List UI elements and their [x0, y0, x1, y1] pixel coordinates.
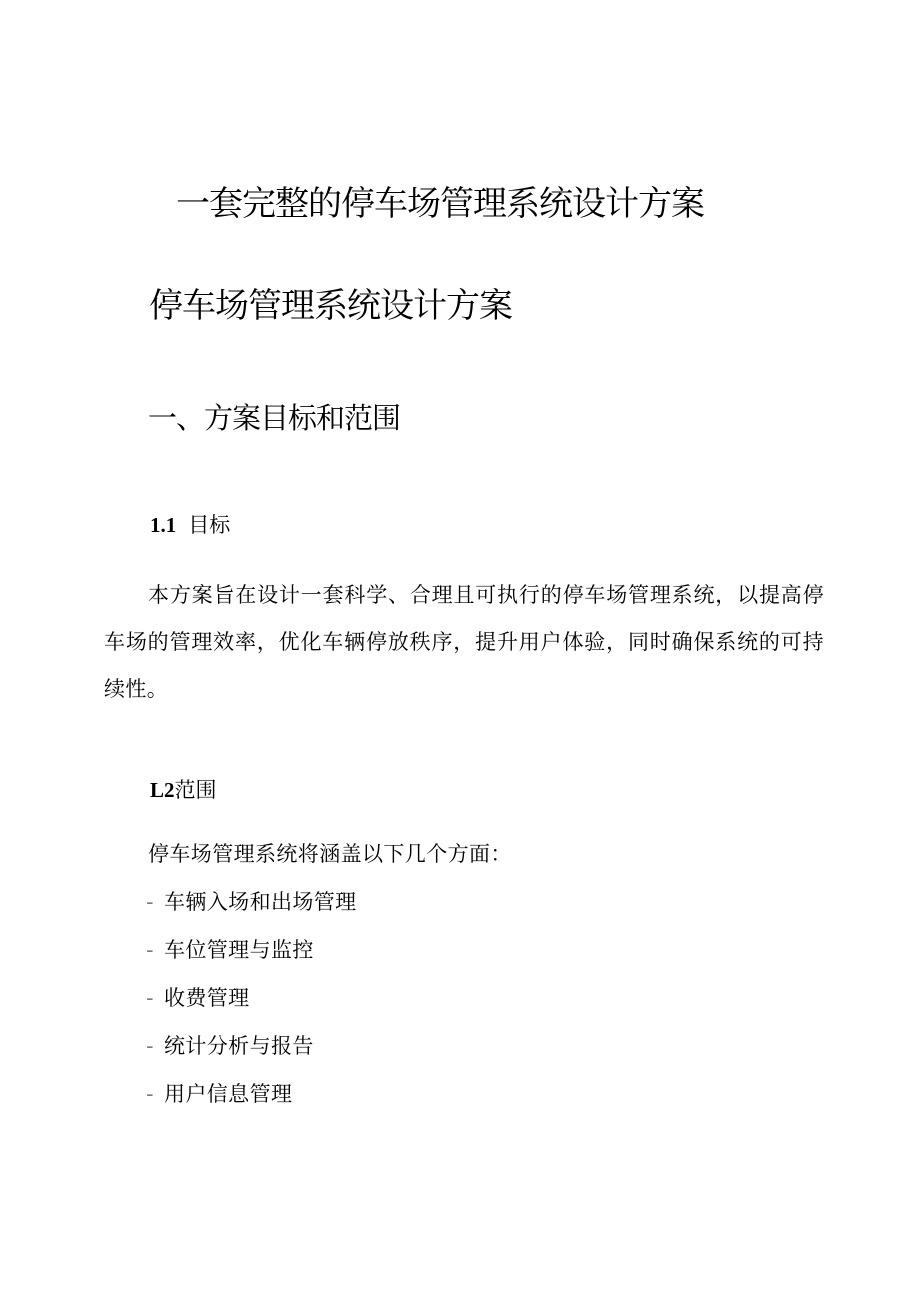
list-item [146, 888, 357, 936]
list-item [146, 1080, 357, 1128]
list-item [146, 1032, 357, 1080]
goal-heading [150, 511, 230, 539]
list-item-text: 统计分析与报告 [163, 1034, 314, 1058]
document-title: 一套完整的停车场管理系统设计方案 [176, 184, 704, 224]
document-subtitle: 停车场管理系统设计方案 [149, 286, 512, 326]
list-item-text: 车位管理与监控 [163, 938, 314, 962]
list-item [146, 936, 357, 984]
scope-heading-number: L2 [150, 778, 175, 802]
list-bullet: - [146, 986, 154, 1010]
goal-heading-number: 1.1 [150, 513, 177, 537]
scope-intro: 停车场管理系统将涵盖以下几个方面： [148, 842, 512, 866]
list-bullet: - [146, 890, 154, 914]
goal-heading-label: 目标 [188, 513, 231, 537]
goal-paragraph: 本方案旨在设计一套科学、合理且可执行的停车场管理系统，以提高停车场的管理效率，优化车辆停放秩序，提升用户体验，同时确保系统的可持续性。 [104, 583, 824, 701]
list-bullet: - [146, 938, 154, 962]
list-item-text: 车辆入场和出场管理 [163, 890, 357, 914]
section-heading: 一、方案目标和范围 [148, 401, 401, 435]
list-bullet: - [146, 1082, 154, 1106]
scope-heading [150, 776, 217, 804]
list-item-text: 收费管理 [163, 986, 250, 1010]
list-item [146, 984, 357, 1032]
scope-list [146, 888, 357, 1128]
list-item-text: 用户信息管理 [163, 1082, 293, 1106]
list-bullet: - [146, 1034, 154, 1058]
scope-heading-label: 范围 [174, 778, 217, 802]
